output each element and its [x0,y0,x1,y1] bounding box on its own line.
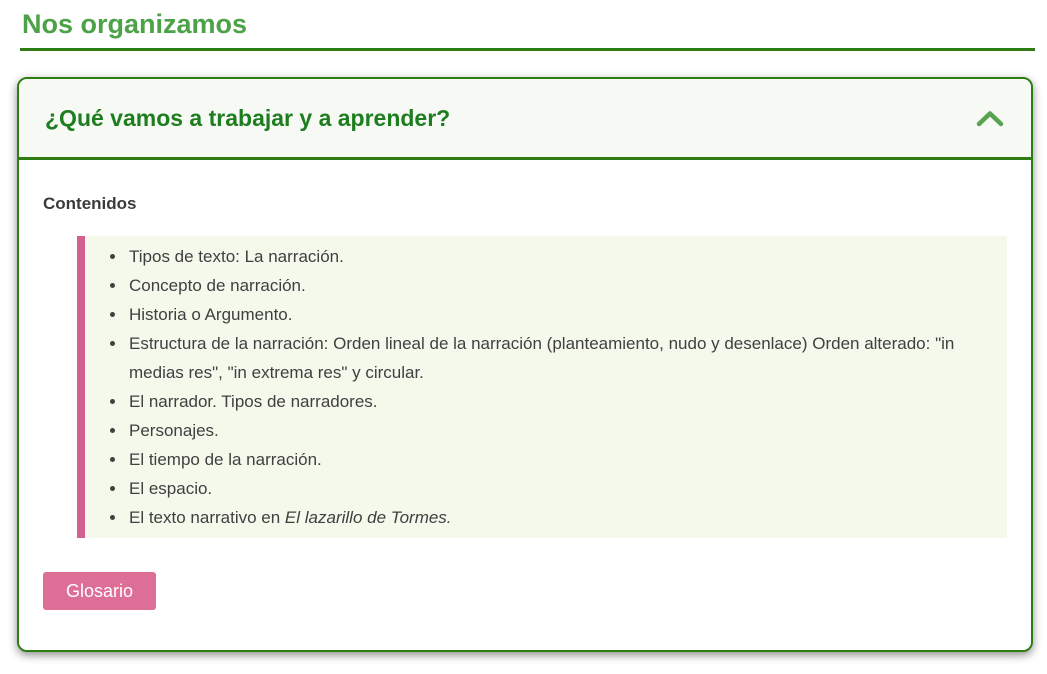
list-item: • Tipos de texto: La narración. [127,242,991,271]
glossary-button[interactable]: Glosario [43,572,156,610]
contents-list [95,242,991,532]
list-item: • Personajes. [127,416,991,445]
title-underline [20,48,1035,51]
contents-heading: Contenidos [43,194,137,213]
page-title: Nos organizamos [22,9,248,39]
list-item-italic-title: El lazarillo de Tormes. [284,508,452,527]
list-item: • El tiempo de la narración. [127,445,991,474]
list-item: • Historia o Argumento. [127,300,991,329]
chevron-up-icon[interactable] [975,110,1005,127]
list-item: • El narrador. Tipos de narradores. [127,387,991,416]
list-item: • El espacio. [127,474,991,503]
list-item: • El texto narrativo en El lazarillo de Tormes. [127,503,991,532]
accordion-title: ¿Qué vamos a trabajar y a aprender? [45,105,451,131]
accordion-panel [17,77,1033,652]
list-item: • Concepto de narración. [127,271,991,300]
accordion-body [19,160,1031,650]
accordion-header[interactable] [19,79,1031,160]
contents-list-box [77,236,1007,538]
list-item: • Estructura de la narración: Orden lineal de la narración (planteamiento, nudo y desenlace) Orden alterado: "in medias res", "in extrema res" y circular. [127,329,991,387]
